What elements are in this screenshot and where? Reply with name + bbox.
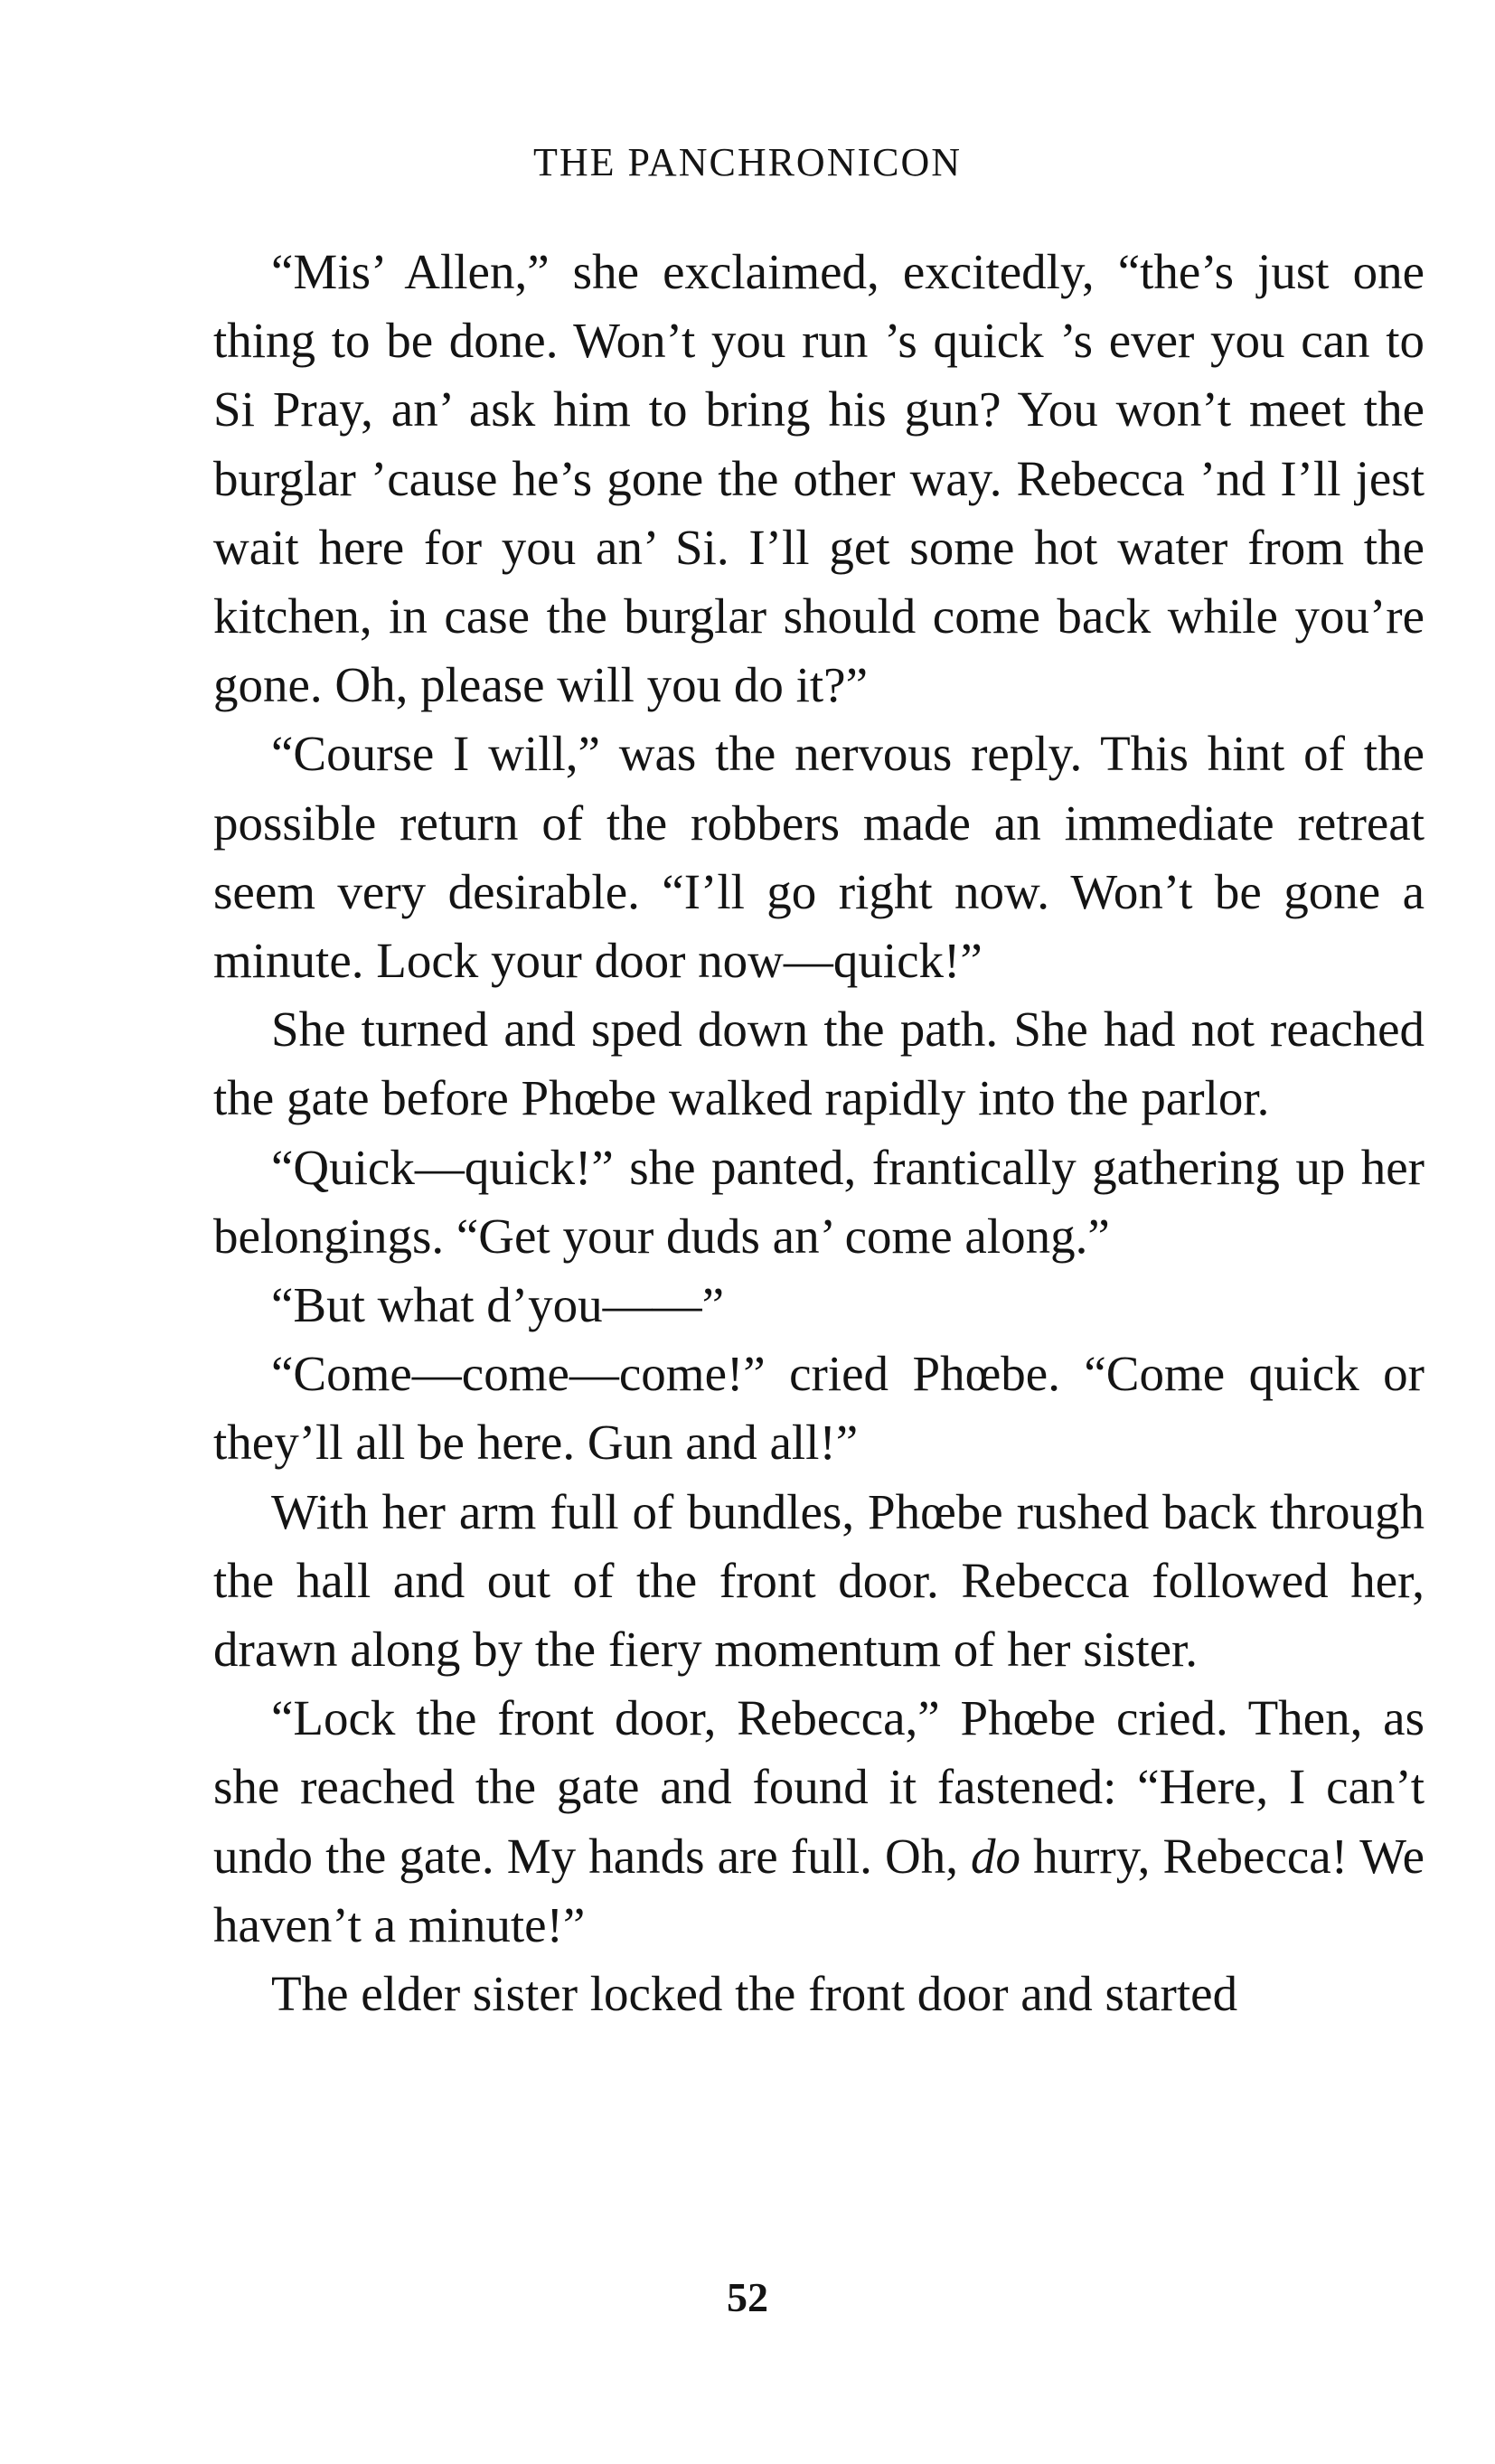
- paragraph: “But what d’you——”: [271, 1277, 725, 1333]
- paragraph-text: “Lock the front door, Rebecca,” Phœbe cried. Then, as she reached the gate and found it fastened: “Here, I can’t undo the gate. My hands are full.: [213, 1690, 1424, 1884]
- emphasis-before: Oh,: [884, 1828, 972, 1884]
- paragraph: “Mis’ Allen,” she exclaimed, excitedly, “the’s just one thing to be done. Won’t you run ’s quick ’s ever you can to Si Pray, an’ ask him to bring his gun? You won’t meet the burglar ’cause he’s gone the other way. Rebecca ’nd I’ll jest wait here for you an’ Si. I’ll get some hot water from the kitchen, in case the burglar should come back while you’re gone. Oh, please will you do it?”: [213, 244, 1424, 713]
- emphasis-after: hurry, Rebecca! We haven’t a minute!”: [213, 1828, 1424, 1952]
- paragraph: The elder sister locked the front door and started: [271, 1966, 1238, 2022]
- paragraph: “Course I will,” was the nervous reply. This hint of the possible return of the robbers made an immediate retreat seem very desirable. “I’ll go right now. Won’t be gone a minute. Lock your door now—quick!”: [213, 726, 1424, 989]
- page-number: 52: [727, 2274, 768, 2320]
- running-head: THE PANCHRONICON: [532, 140, 963, 184]
- paragraph: With her arm full of bundles, Phœbe rushed back through the hall and out of the front door. Rebecca followed her, drawn along by the fiery momentum of her sister.: [213, 1483, 1424, 1678]
- paragraph: “Quick—quick!” she panted, frantically gathering up her belongings. “Get your duds an’ come along.”: [213, 1139, 1424, 1264]
- paragraph: “Come—come—come!” cried Phœbe. “Come quick or they’ll all be here. Gun and all!”: [213, 1346, 1424, 1471]
- emphasis-word: do: [971, 1828, 1021, 1884]
- paragraph: [213, 1684, 1424, 1960]
- body-text: [213, 238, 1424, 2028]
- paragraph: She turned and sped down the path. She had not reached the gate before Phœbe walked rapidly into the parlor.: [213, 1002, 1424, 1126]
